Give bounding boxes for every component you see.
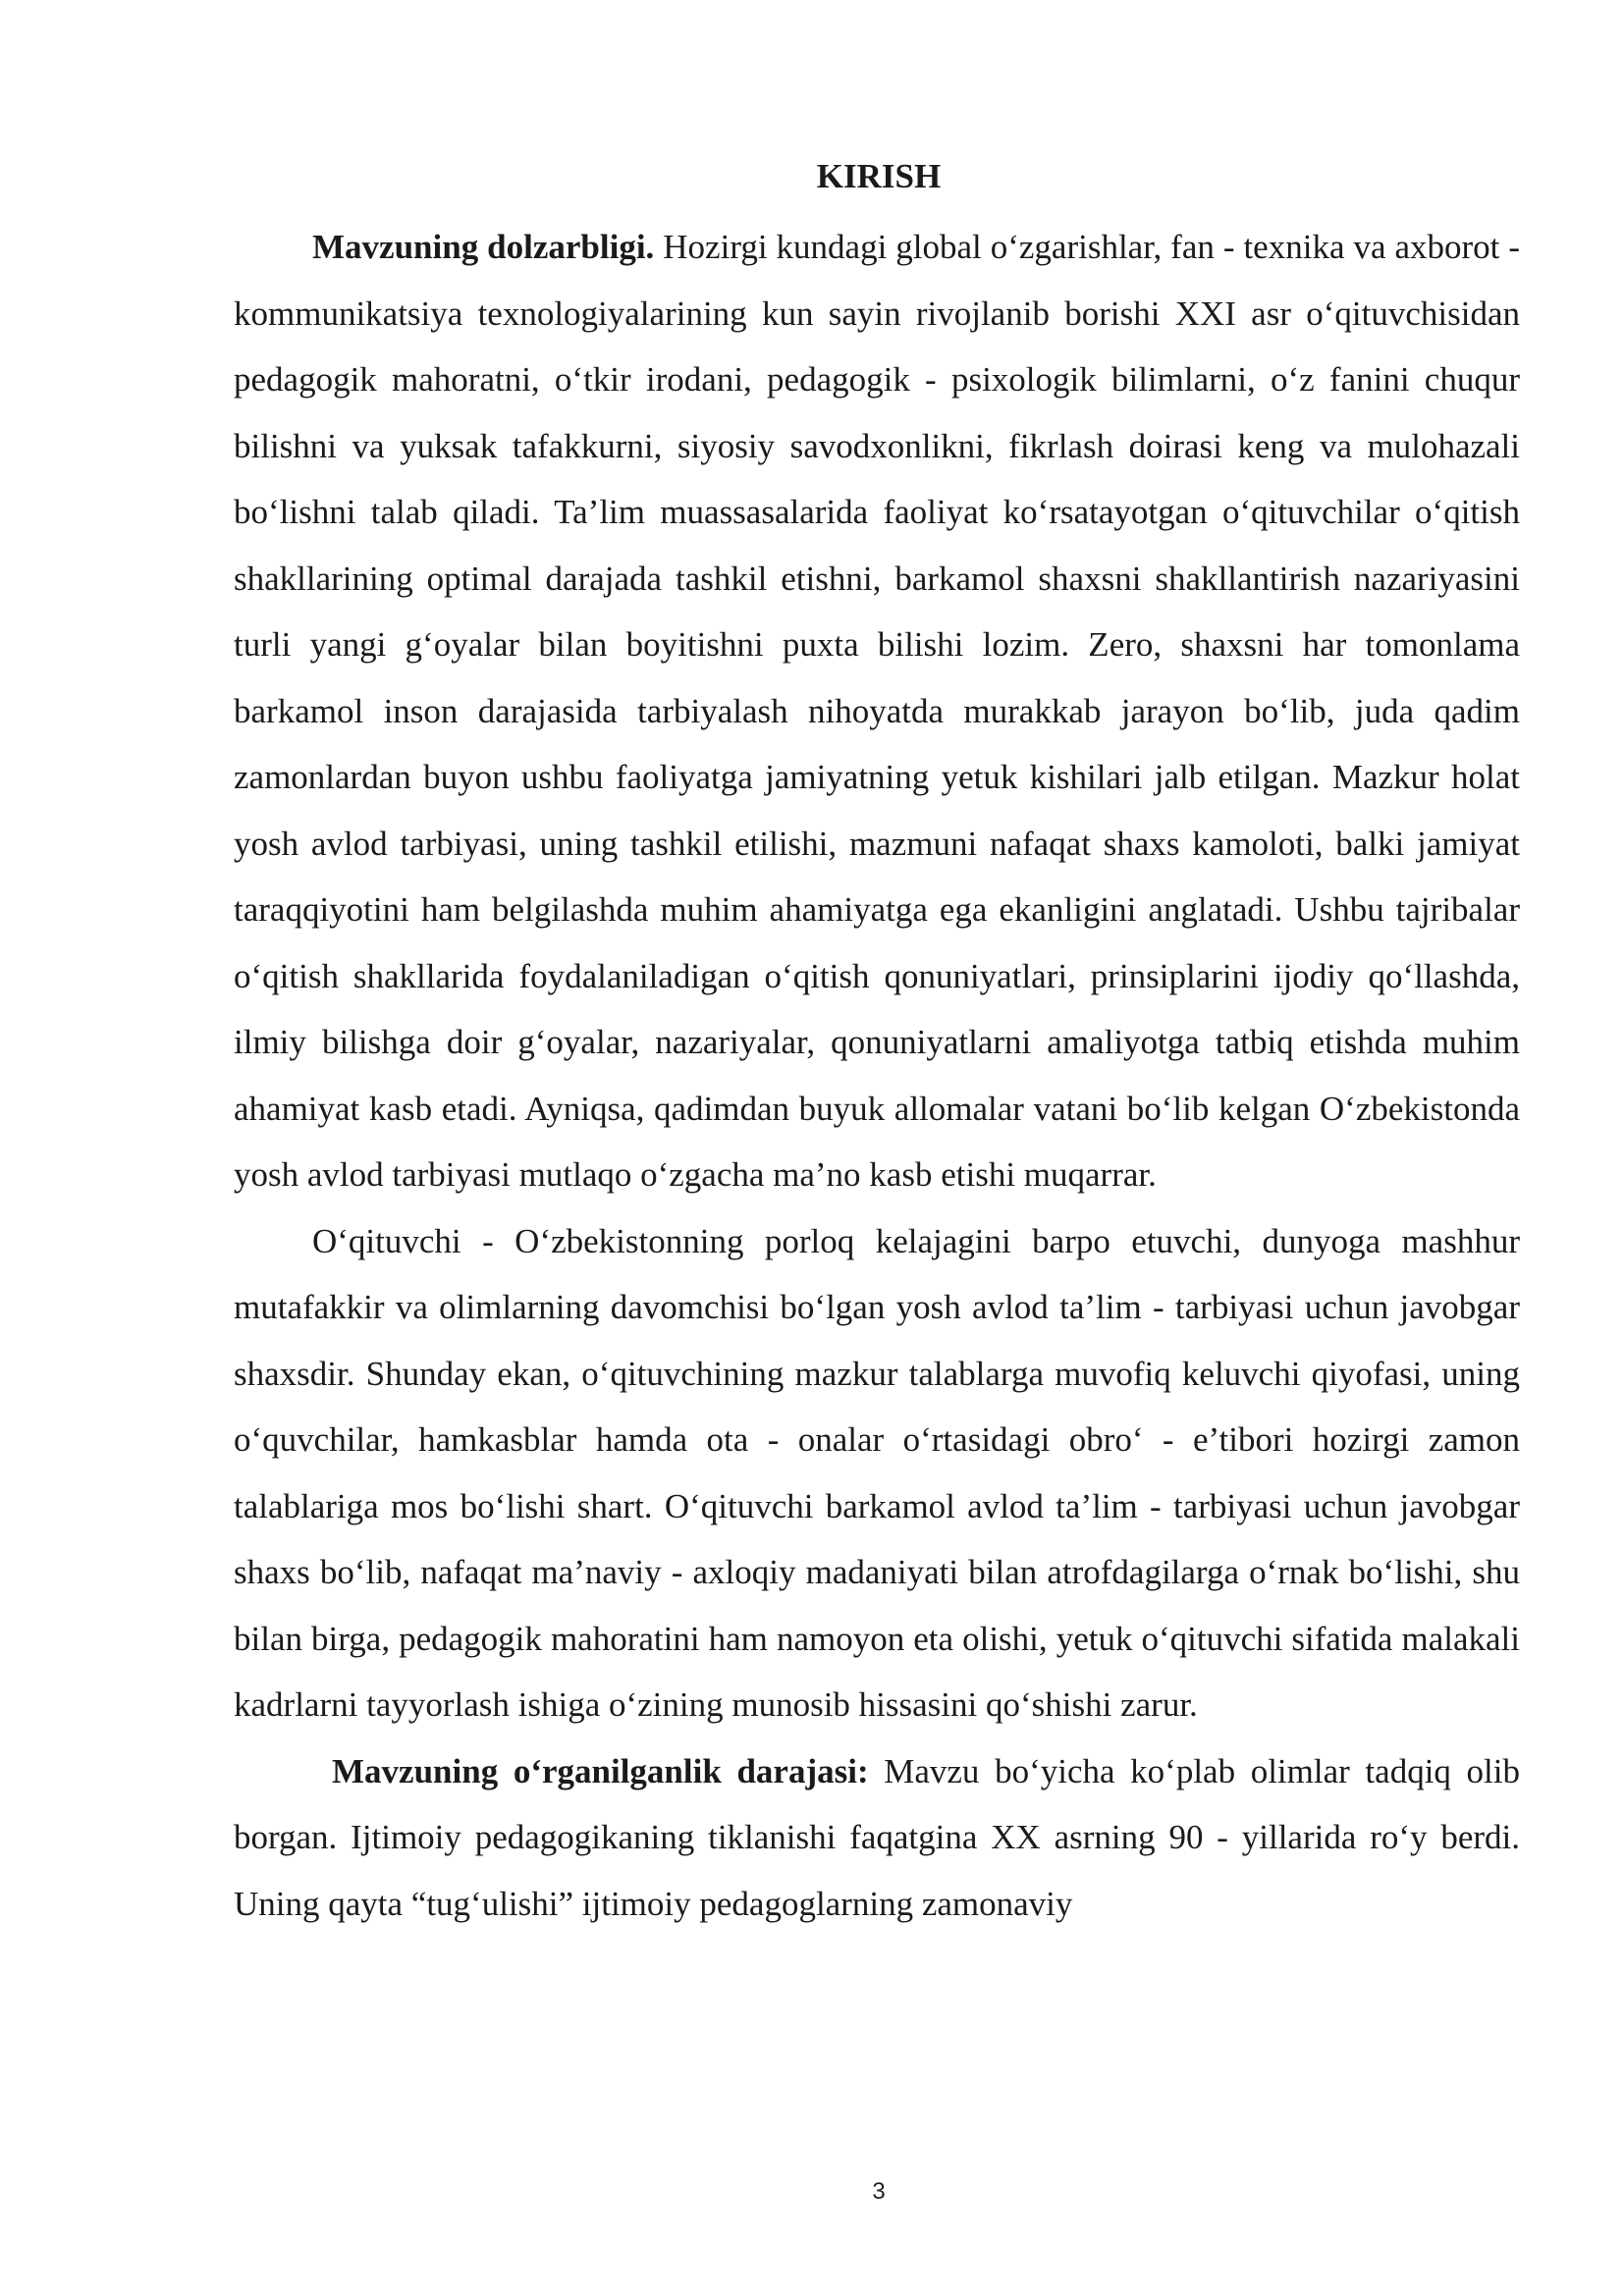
page-number: 3 <box>872 2178 886 2205</box>
paragraph-text: Mavzu bo‘yicha ko‘plab olimlar tadqiq olib borgan. Ijtimoiy pedagogikaning tiklanishi faqatgina XX asrning 90 - yillarida ro‘y berdi. Uning qayta “tug‘ulishi” ijtimoiy pedagoglarning zamonaviy <box>234 1751 1520 1923</box>
paragraph-lead: Mavzuning dolzarbligi. <box>312 228 655 266</box>
section-heading: KIRISH <box>816 157 942 195</box>
paragraph-text: O‘qituvchi - O‘zbekistonning porloq kelajagini barpo etuvchi, dunyoga mashhur mutafakkir va olimlarning davomchisi bo‘lgan yosh avlod ta’lim - tarbiyasi uchun javobgar shaxsdir. Shunday ekan, o‘qituvchining mazkur talablarga muvofiq keluvchi qiyofasi, uning o‘quvchilar, hamkasblar hamda ota - onalar o‘rtasidagi obro‘ - e’tibori hozirgi zamon talablariga mos bo‘lishi shart. O‘qituvchi barkamol avlod ta’lim - tarbiyasi uchun javobgar shaxs bo‘lib, nafaqat ma’naviy - axloqiy madaniyati bilan atrofdagilarga o‘rnak bo‘lishi, shu bilan birga, pedagogik mahoratini ham namoyon eta olishi, yetuk o‘qituvchi sifatida malakali kadrlarni tayyorlash ishiga o‘zining munosib hissasini qo‘shishi zarur. <box>234 1221 1520 1724</box>
body-text <box>234 214 1520 1937</box>
paragraph-lead: Mavzuning o‘rganilganlik darajasi: <box>332 1751 869 1790</box>
paragraph-teacher <box>234 1208 1520 1738</box>
paragraph-relevance <box>234 214 1520 1208</box>
paragraph-study-degree <box>234 1738 1520 1938</box>
paragraph-text: Hozirgi kundagi global o‘zgarishlar, fan - texnika va axborot - kommunikatsiya texnologiyalarining kun sayin rivojlanib borishi XXI asr o‘qituvchisidan pedagogik mahoratni, o‘tkir irodani, pedagogik - psixologik bilimlarni, o‘z fanini chuqur bilishni va yuksak tafakkurni, siyosiy savodxonlikni, fikrlash doirasi keng va mulohazali bo‘lishni talab qiladi. Ta’lim muassasalarida faoliyat ko‘rsatayotgan o‘qituvchilar o‘qitish shakllarining optimal darajada tashkil etishni, barkamol shaxsni shakllantirish nazariyasini turli yangi g‘oyalar bilan boyitishni puxta bilishi lozim. Zero, shaxsni har tomonlama barkamol inson darajasida tarbiyalash nihoyatda murakkab jarayon bo‘lib, juda qadim zamonlardan buyon ushbu faoliyatga jamiyatning yetuk kishilari jalb etilgan. Mazkur holat yosh avlod tarbiyasi, uning tashkil etilishi, mazmuni nafaqat shaxs kamoloti, balki jamiyat taraqqiyotini ham belgilashda muhim ahamiyatga ega ekanligini anglatadi. Ushbu tajribalar o‘qitish shakllarida foydalaniladigan o‘qitish qonuniyatlari, prinsiplarini ijodiy qo‘llashda, ilmiy bilishga doir g‘oyalar, nazariyalar, qonuniyatlarni amaliyotga tatbiq etishda muhim ahamiyat kasb etadi. Ayniqsa, qadimdan buyuk allomalar vatani bo‘lib kelgan O‘zbekistonda yosh avlod tarbiyasi mutlaqo o‘zgacha ma’no kasb etishi muqarrar. <box>234 228 1520 1194</box>
